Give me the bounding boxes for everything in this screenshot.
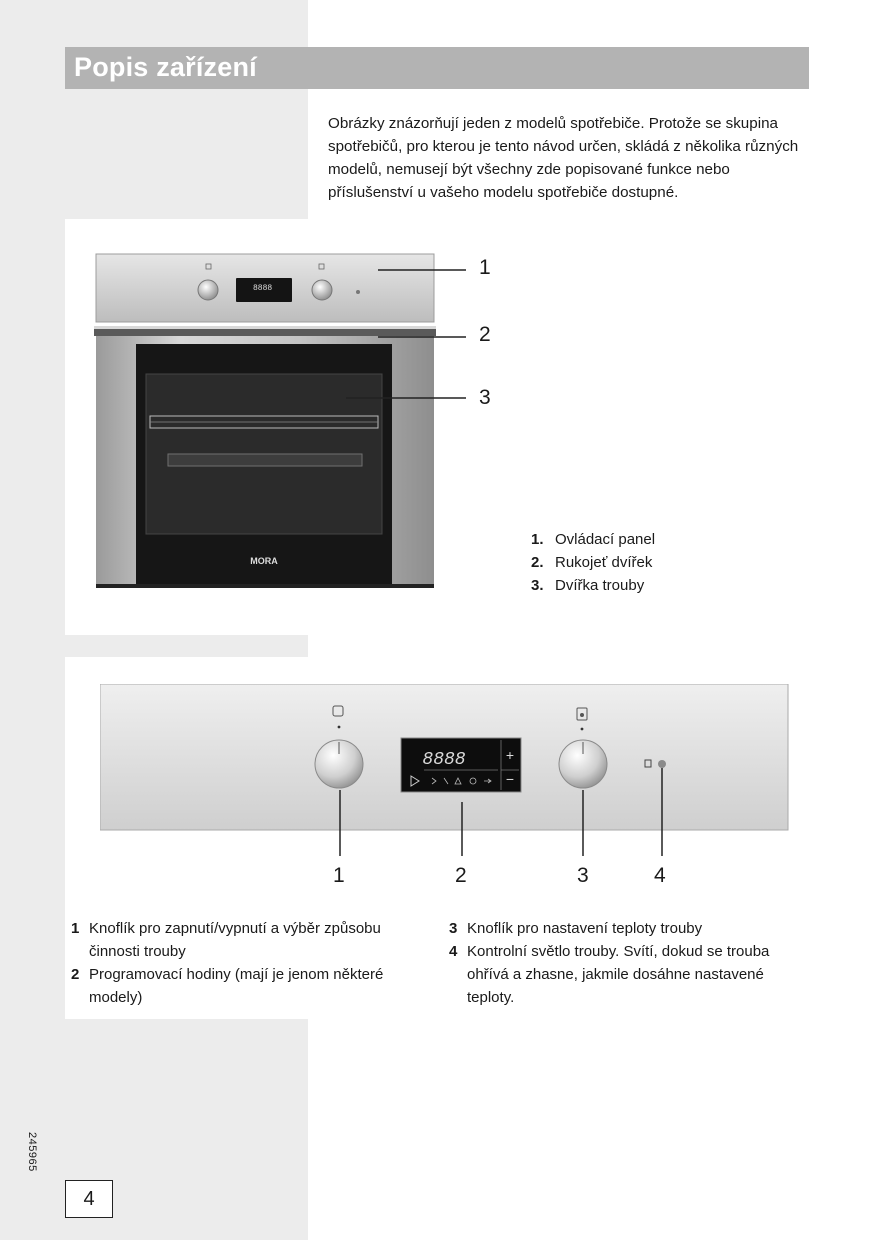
clock-minus-sign: − xyxy=(505,771,515,787)
oven-right-knob xyxy=(312,280,332,300)
section-title: Popis zařízení xyxy=(74,52,257,82)
panel-callout-1: 1 xyxy=(333,864,345,887)
oven-left-knob xyxy=(198,280,218,300)
oven-callout-3: 3 xyxy=(479,386,491,409)
control-panel-illustration xyxy=(100,684,790,860)
legend-item: 1. Ovládací panel xyxy=(531,531,656,548)
panel-callout-4: 4 xyxy=(654,864,666,887)
description-item: 3 Knoflík pro nastavení teploty trouby xyxy=(449,920,703,937)
oven-callout-2: 2 xyxy=(479,323,491,346)
oven-indicator-light xyxy=(356,290,360,294)
page-number: 4 xyxy=(65,1180,113,1218)
oven-tray xyxy=(168,454,362,466)
description-item: 1 Knoflík pro zapnutí/vypnutí a výběr způsobu činnosti trouby xyxy=(71,920,381,960)
panel-callout-3: 3 xyxy=(577,864,589,887)
legend-item: 3. Dvířka trouby xyxy=(531,577,645,594)
document-code: 245965 xyxy=(26,1132,38,1172)
oven-illustration xyxy=(90,248,510,598)
description-item: 2 Programovací hodiny (mají je jenom některé modely) xyxy=(71,966,384,1006)
section-title-bar xyxy=(65,47,809,89)
panel-description-right xyxy=(443,917,815,1009)
panel-callout-2: 2 xyxy=(455,864,467,887)
description-item: 4 Kontrolní světlo trouby. Svítí, dokud se trouba ohřívá a zhasne, jakmile dosáhne nastavené teploty. xyxy=(449,943,770,1006)
legend-item: 2. Rukojeť dvířek xyxy=(531,554,653,571)
clock-plus-sign: + xyxy=(505,747,515,763)
clock-display-digits: 8888 xyxy=(422,750,466,770)
indicator-light xyxy=(658,760,666,768)
oven-callout-1: 1 xyxy=(479,256,491,279)
panel-description-left xyxy=(65,917,425,1009)
oven-brand-logo: MORA xyxy=(250,556,278,566)
oven-mini-display-digits: 8888 xyxy=(253,284,273,293)
oven-legend xyxy=(531,528,655,597)
intro-paragraph: Obrázky znázorňují jeden z modelů spotřebiče. Protože se skupina spotřebičů, pro kterou je tento návod určen, skládá z několika různých modelů, nemusejí být všechny zde popisované funkce nebo příslušenství u vašeho modelu spotřebiče dostupné. xyxy=(328,115,799,201)
